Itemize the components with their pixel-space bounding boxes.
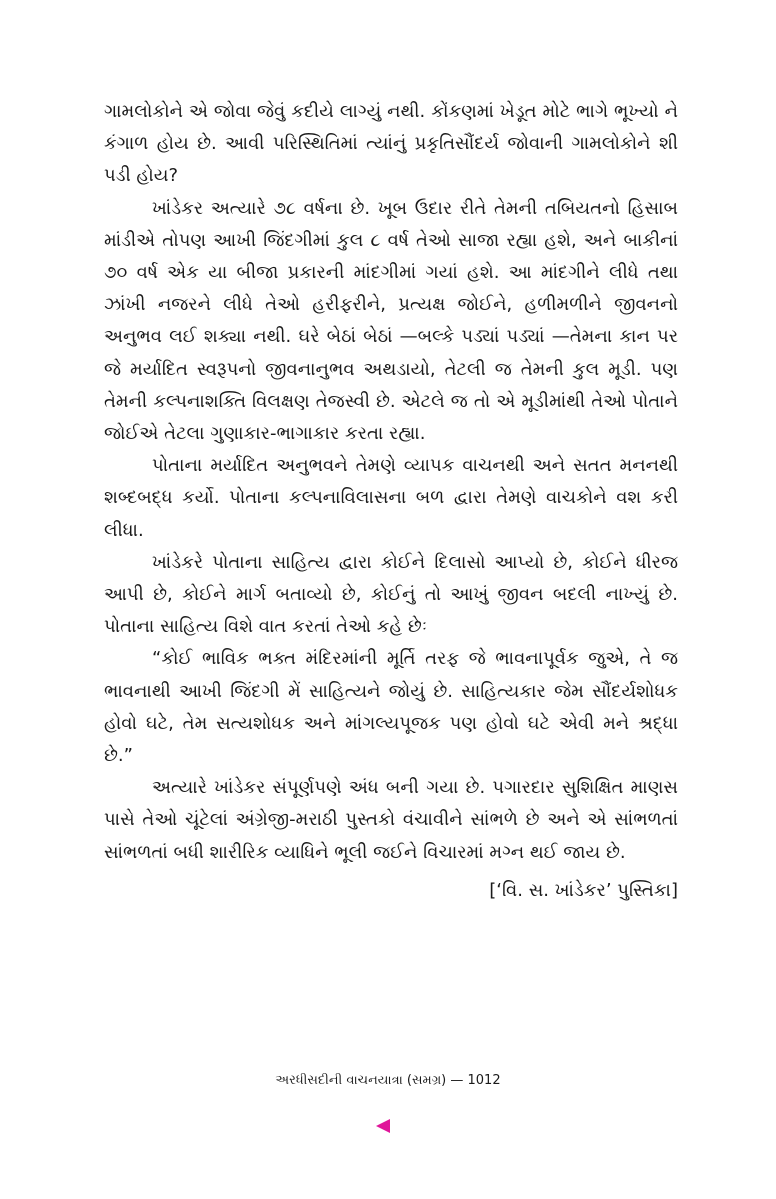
paragraph-3: પોતાના મર્યાદિત અનુભવને તેમણે વ્યાપક વાચનથી અને સતત મનનથી શબ્દબદ્ધ કર્યો. પોતાના કલ્પનાવિલાસના બળ દ્વારા તેમણે વાચકોને વશ કરી લીધા. — [104, 455, 678, 541]
page-body — [104, 96, 678, 907]
quotation: “કોઈ ભાવિક ભક્ત મંદિરમાંની મૂર્તિ તરફ જે ભાવનાપૂર્વક જુએ, તે જ ભાવનાથી આખી જિંદગી મેં સાહિત્યને જોયું છે. સાહિત્યકાર જેમ સૌંદર્યશોધક હોવો ઘટે, તેમ સત્યશોધક અને માંગલ્યપૂજક પણ હોવો ઘટે એવી મને શ્રદ્ધા છે.” — [104, 648, 678, 767]
source-citation: [‘વિ. સ. ખાંડેકર’ પુસ્તિકા] — [489, 879, 678, 901]
triangle-left-icon[interactable] — [376, 1119, 390, 1133]
page-footer: અરધીસદીની વાચનયાત્રા (સમગ્ર) — 1012 — [275, 1073, 501, 1088]
paragraph-2: ખાંડેકર અત્યારે ૭૮ વર્ષના છે. ખૂબ ઉદાર રીતે તેમની તબિયતનો હિસાબ માંડીએ તોપણ આખી જિંદગીમાં કુલ ૮ વર્ષ તેઓ સાજા રહ્યા હશે, અને બાકીનાં ૭૦ વર્ષ એક યા બીજા પ્રકારની માંદગીમાં ગયાં હશે. આ માંદગીને લીધે તથા ઝાંખી નજરને લીધે તેઓ હરીફરીને, પ્રત્યક્ષ જોઈને, હળીમળીને જીવનનો અનુભવ લઈ શક્યા નથી. ઘરે બેઠાં બેઠાં —બલ્કે પડ્યાં પડ્યાં —તેમના કાન પર જે મર્યાદિત સ્વરૂપનો જીવનાનુભવ અથડાયો, તેટલી જ તેમની કુલ મૂડી. પણ તેમની કલ્પનાશક્તિ વિલક્ષણ તેજસ્વી છે. એટલે જ તો એ મૂડીમાંથી તેઓ પોતાને જોઈએ તેટલા ગુણાકાર-ભાગાકાર કરતા રહ્યા. — [104, 197, 678, 445]
paragraph-6: અત્યારે ખાંડેકર સંપૂર્ણપણે અંધ બની ગયા છે. પગારદાર સુશિક્ષિત માણસ પાસે તેઓ ચૂંટેલાં અંગ્રેજી-મરાઠી પુસ્તકો વંચાવીને સાંભળે છે અને એ સાંભળતાં સાંભળતાં બધી શારીરિક વ્યાધિને ભૂલી જઈને વિચારમાં મગ્ન થઈ જાય છે. — [104, 777, 678, 863]
paragraph-1: ગામલોકોને એ જોવા જેવું કદીયે લાગ્યું નથી. કોંકણમાં ખેડૂત મોટે ભાગે ભૂખ્યો ને કંગાળ હોય છે. આવી પરિસ્થિતિમાં ત્યાંનું પ્રકૃતિસૌંદર્ય જોવાની ગામલોકોને શી પડી હોય? — [104, 101, 678, 187]
paragraph-4: ખાંડેકરે પોતાના સાહિત્ય દ્વારા કોઈને દિલાસો આપ્યો છે, કોઈને ધીરજ આપી છે, કોઈને માર્ગ બતાવ્યો છે, કોઈનું તો આખું જીવન બદલી નાખ્યું છે. પોતાના સાહિત્ય વિશે વાત કરતાં તેઓ કહે છેઃ — [104, 551, 678, 638]
